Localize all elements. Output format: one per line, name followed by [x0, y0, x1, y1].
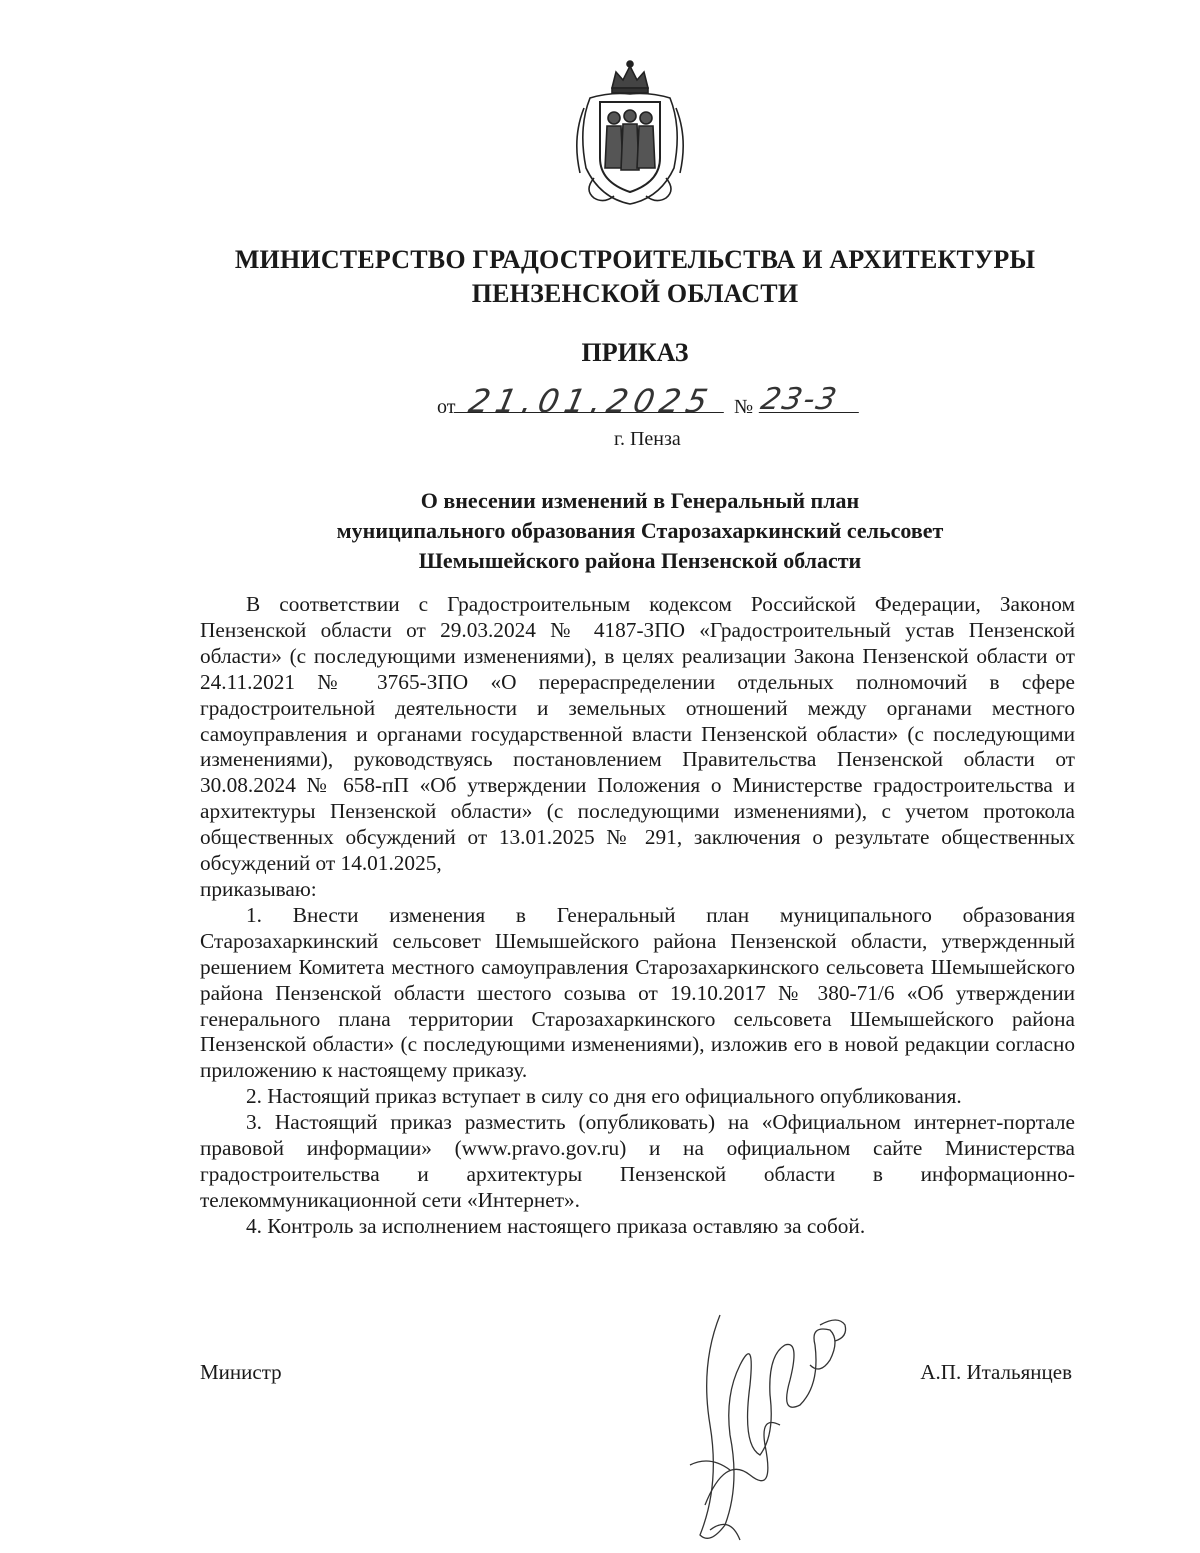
subject-line-2: муниципального образования Старозахаркинский сельсовет	[336, 518, 944, 543]
order-subject	[200, 486, 1080, 576]
ministry-line-1: МИНИСТЕРСТВО ГРАДОСТРОИТЕЛЬСТВА И АРХИТЕКТУРЫ	[234, 245, 1036, 274]
ministry-line-2: ПЕНЗЕНСКОЙ ОБЛАСТИ	[471, 279, 799, 308]
subject-line-1: О внесении изменений в Генеральный план	[420, 488, 860, 513]
order-item-4: 4. Контроль за исполнением настоящего приказа оставляю за собой.	[246, 1213, 866, 1238]
order-body	[200, 592, 1075, 1240]
order-item-3: 3. Настоящий приказ разместить (опубликовать) на «Официальном интернет-портале правовой информации» (www.pravo.gov.ru) и на официальном сайте Министерства градостроительства и архитектуры Пензенской области в информационно-телекоммуникационной сети «Интернет».	[200, 1110, 1075, 1212]
order-title: ПРИКАЗ	[581, 338, 689, 367]
handwritten-signature-icon	[680, 1305, 850, 1550]
number-label: №	[734, 396, 754, 418]
order-item-1: 1. Внести изменения в Генеральный план муниципального образования Старозахаркинский сельсовет Шемышейского района Пензенской области, утвержденный решением Комитета местного самоуправления Старозахаркинского сельсовета Шемышейского района Пензенской области шестого созыва от 19.10.2017 № 380-71/6 «Об утверждении генерального плана территории Старозахаркинского сельсовета Шемышейского района Пензенской области» (с последующими изменениями), изложив его в новой редакции согласно приложению к настоящему приказу.	[200, 902, 1075, 1083]
coat-of-arms-icon	[570, 58, 690, 208]
subject-line-3: Шемышейского района Пензенской области	[418, 548, 862, 573]
decree-word: приказываю:	[200, 876, 317, 901]
order-item-2: 2. Настоящий приказ вступает в силу со дня его официального опубликования.	[246, 1084, 962, 1109]
preamble: В соответствии с Градостроительным кодексом Российской Федерации, Законом Пензенской области от 29.03.2024 № 4187-ЗПО «Градостроительный устав Пензенской области» (с последующими изменениями), в целях реализации Закона Пензенской области от 24.11.2021 № 3765-ЗПО «О перераспределении отдельных полномочий в сфере градостроительной деятельности и земельных отношений между органами местного самоуправления и органами государственной власти Пензенской области» (с последующими изменениями), руководствуясь постановлением Правительства Пензенской области от 30.08.2024 № 658-пП «Об утверждении Положения о Министерстве градостроительства и архитектуры Пензенской области» (с последующими изменениями), с учетом протокола общественных обсуждений от 13.01.2025 № 291, заключения о результате общественных обсуждений от 14.01.2025,	[200, 592, 1075, 876]
order-date: 21.01.2025	[454, 382, 731, 413]
city: г. Пенза	[614, 428, 681, 450]
order-number: 23-3	[759, 382, 866, 413]
date-label: от	[437, 396, 456, 418]
ministry-name	[0, 243, 1200, 311]
signatory-name: А.П. Итальянцев	[920, 1360, 1072, 1384]
signatory-role: Министр	[200, 1360, 282, 1384]
